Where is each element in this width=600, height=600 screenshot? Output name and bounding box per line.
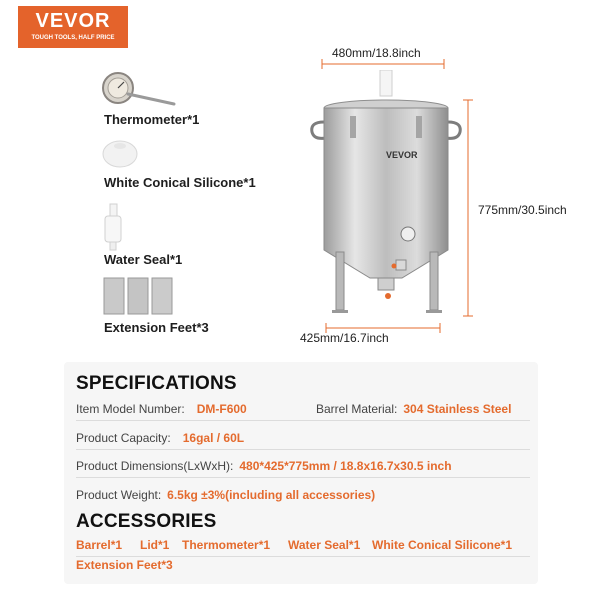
spec-material-value: 304 Stainless Steel xyxy=(403,402,512,416)
brand-logo xyxy=(18,6,128,48)
fermenter-brand-mark: VEVOR xyxy=(386,150,418,160)
silicone-label: White Conical Silicone*1 xyxy=(104,175,256,190)
spec-dimensions-value: 480*425*775mm / 18.8x16.7x30.5 inch xyxy=(239,459,452,473)
extension-feet-label: Extension Feet*3 xyxy=(104,320,209,335)
brand-name: VEVOR xyxy=(35,10,111,32)
accessory-item: Extension Feet*3 xyxy=(76,558,173,572)
divider xyxy=(76,449,530,450)
width-dimension-line xyxy=(318,58,448,70)
spec-capacity xyxy=(76,431,244,445)
thermometer-label: Thermometer*1 xyxy=(104,112,200,127)
water-seal-icon xyxy=(100,202,130,252)
accessories-title: ACCESSORIES xyxy=(76,511,217,532)
spec-material-label: Barrel Material: xyxy=(316,402,398,416)
width-dimension: 480mm/18.8inch xyxy=(332,46,421,60)
spec-material xyxy=(316,402,511,416)
fermenter-image xyxy=(308,70,464,326)
spec-capacity-value: 16gal / 60L xyxy=(182,431,245,445)
brand-tagline: TOUGH TOOLS, HALF PRICE xyxy=(31,35,115,41)
height-dimension: 775mm/30.5inch xyxy=(478,203,567,217)
silicone-cone-icon xyxy=(100,132,144,172)
divider xyxy=(76,420,530,421)
spec-model-label: Item Model Number: xyxy=(76,402,185,416)
accessory-item: Barrel*1 xyxy=(76,538,123,552)
spec-weight-value: 6.5kg ±3%(including all accessories) xyxy=(167,488,376,502)
depth-dimension: 425mm/16.7inch xyxy=(300,331,389,345)
spec-weight-label: Product Weight: xyxy=(76,488,162,502)
accessory-item: Water Seal*1 xyxy=(288,538,361,552)
water-seal-label: Water Seal*1 xyxy=(104,252,183,267)
spec-model xyxy=(76,402,247,416)
spec-dimensions xyxy=(76,459,452,473)
spec-model-value: DM-F600 xyxy=(196,402,247,416)
thermometer-icon xyxy=(100,70,180,114)
specifications-title: SPECIFICATIONS xyxy=(76,373,237,394)
accessory-item: White Conical Silicone*1 xyxy=(372,538,513,552)
accessory-item: Thermometer*1 xyxy=(182,538,271,552)
divider xyxy=(76,556,530,557)
spec-weight xyxy=(76,488,375,502)
spec-dimensions-label: Product Dimensions(LxWxH): xyxy=(76,459,234,473)
accessory-item: Lid*1 xyxy=(140,538,170,552)
divider xyxy=(76,477,530,478)
extension-feet-icon xyxy=(100,276,180,316)
spec-capacity-label: Product Capacity: xyxy=(76,431,171,445)
